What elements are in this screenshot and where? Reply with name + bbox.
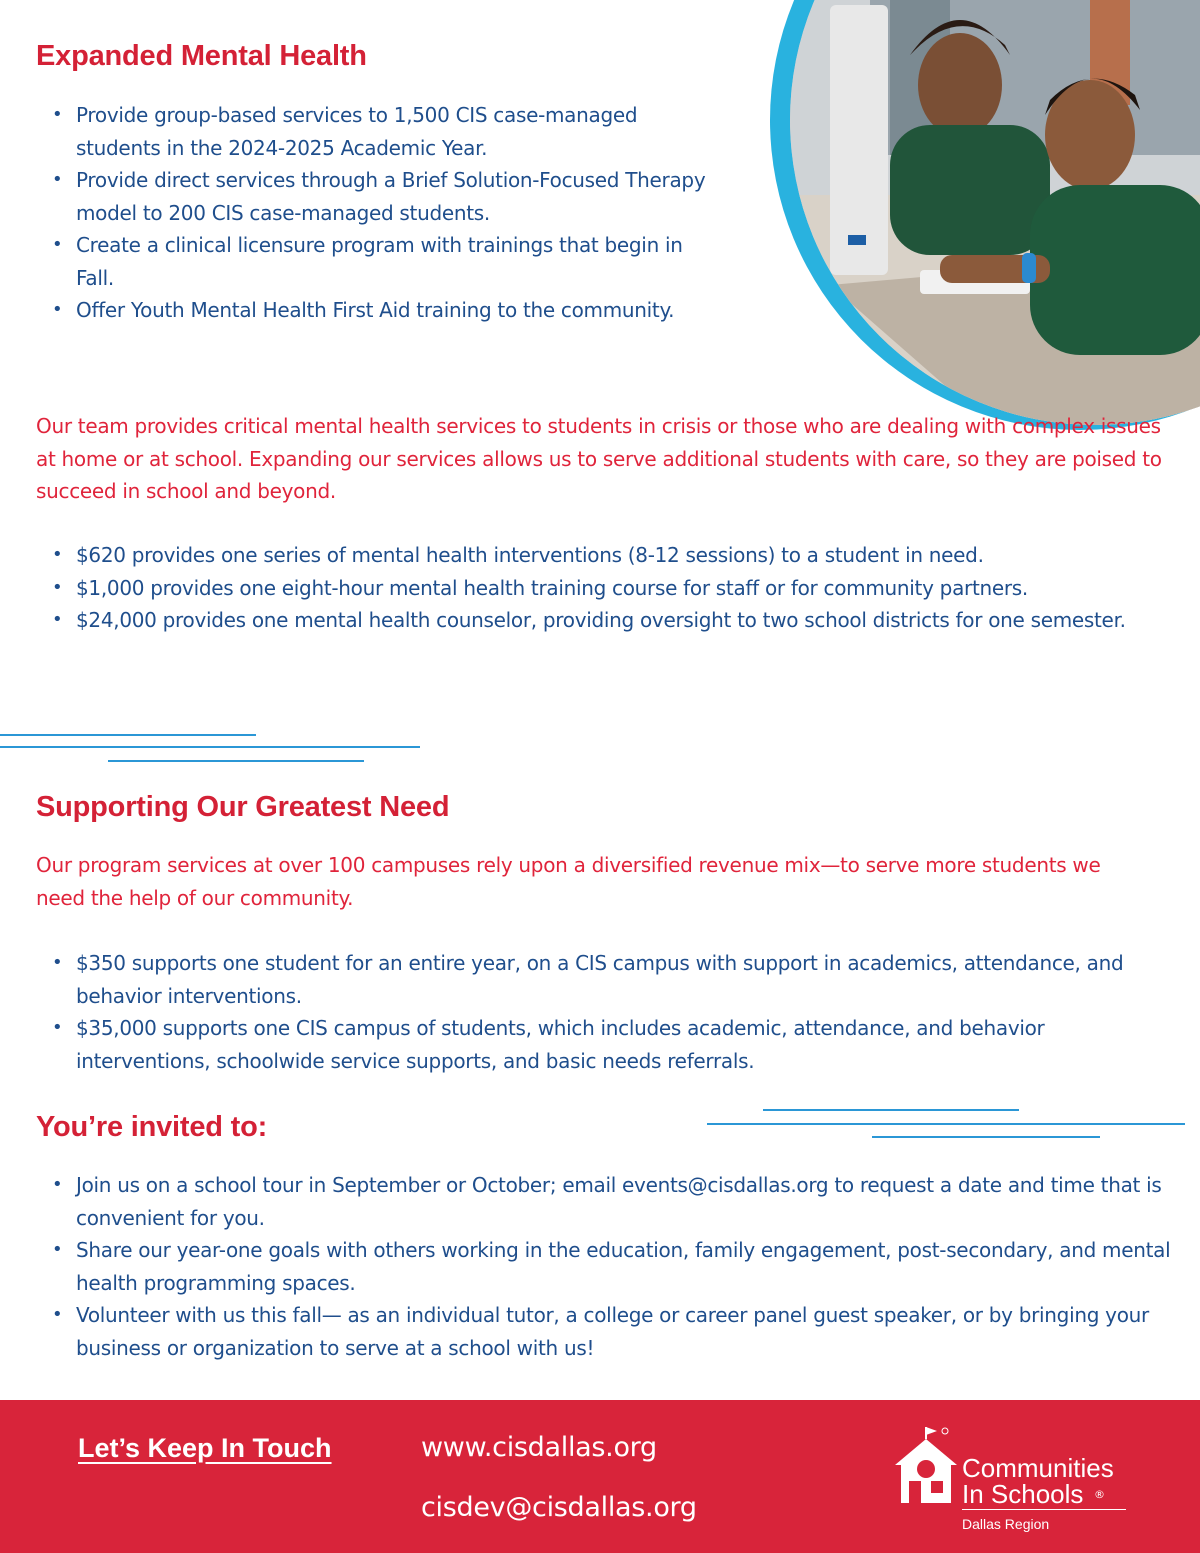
- list-item: • $350 supports one student for an entire year, on a CIS campus with support in academics, attendance, and behavior interventions.: [36, 947, 1136, 1012]
- keep-in-touch-heading: Let’s Keep In Touch: [78, 1433, 332, 1463]
- list-item: • $24,000 provides one mental health counselor, providing oversight to two school districts for one semester.: [36, 604, 1176, 637]
- decorative-line: [707, 1123, 1185, 1125]
- decorative-line: [872, 1136, 1100, 1138]
- support-list: [36, 947, 1136, 1077]
- section-title-greatest-need: Supporting Our Greatest Need: [36, 791, 450, 823]
- goals-list: [36, 99, 726, 327]
- list-item: • Create a clinical licensure program with trainings that begin in Fall.: [36, 229, 726, 294]
- list-item: • $1,000 provides one eight-hour mental health training course for staff or for community partners.: [36, 572, 1176, 605]
- bullet-icon: •: [52, 1239, 63, 1260]
- bullet-icon: •: [52, 1174, 63, 1195]
- logo-divider: [962, 1509, 1126, 1510]
- bullet-icon: •: [52, 1017, 63, 1038]
- bullet-icon: •: [52, 609, 63, 630]
- list-item: • Provide group-based services to 1,500 CIS case-managed students in the 2024-2025 Academic Year.: [36, 99, 726, 164]
- list-item: • Offer Youth Mental Health First Aid training to the community.: [36, 294, 726, 327]
- section-title-invited: You’re invited to:: [36, 1111, 268, 1143]
- list-item: • $620 provides one series of mental health interventions (8-12 sessions) to a student in need.: [36, 539, 1176, 572]
- list-item: • Share our year-one goals with others working in the education, family engagement, post-secondary, and mental health programming spaces.: [36, 1234, 1176, 1299]
- registered-mark-icon: ®: [1094, 1488, 1105, 1501]
- bullet-icon: •: [52, 169, 63, 190]
- greatest-need-paragraph: Our program services at over 100 campuses rely upon a diversified revenue mix—to serve more students we need the help of our community.: [36, 853, 1101, 910]
- decorative-line: [108, 760, 364, 762]
- decorative-line: [763, 1109, 1019, 1111]
- list-item: • Provide direct services through a Brief Solution-Focused Therapy model to 200 CIS case-managed students.: [36, 164, 726, 229]
- bullet-icon: •: [52, 234, 63, 255]
- email-link[interactable]: cisdev@cisdallas.org: [421, 1492, 697, 1523]
- list-item: • Volunteer with us this fall— as an individual tutor, a college or career panel guest speaker, or by bringing your business or organization to serve at a school with us!: [36, 1299, 1176, 1364]
- bullet-icon: •: [52, 299, 63, 320]
- bullet-icon: •: [52, 952, 63, 973]
- list-item: • $35,000 supports one CIS campus of students, which includes academic, attendance, and behavior interventions, schoolwide service supports, and basic needs referrals.: [36, 1012, 1136, 1077]
- bullet-icon: •: [52, 1304, 63, 1325]
- logo-region: Dallas Region: [962, 1516, 1050, 1532]
- schoolhouse-logo-icon: [893, 1425, 959, 1505]
- website-link[interactable]: www.cisdallas.org: [421, 1432, 657, 1463]
- bullet-icon: •: [52, 576, 63, 598]
- list-item: • Join us on a school tour in September or October; email events@cisdallas.org to request a date and time that is convenient for you.: [36, 1169, 1176, 1234]
- impact-list: [36, 539, 1176, 637]
- logo-line2: In Schools: [962, 1479, 1084, 1509]
- logo-line1: Communities: [962, 1453, 1114, 1483]
- students-at-computer-photo: [790, 0, 1200, 425]
- bullet-icon: •: [52, 544, 63, 565]
- section-title-expanded-mental-health: Expanded Mental Health: [36, 40, 367, 72]
- bullet-icon: •: [52, 104, 63, 125]
- decorative-line: [0, 734, 256, 736]
- photo-illustration: [790, 0, 1200, 425]
- invite-list: [36, 1169, 1176, 1364]
- decorative-line: [0, 746, 420, 748]
- mental-health-paragraph: Our team provides critical mental health services to students in crisis or those who are dealing with complex issues at home or at school. Expanding our services allows us to serve additional students with care, so they are poised to succeed in school and beyond.: [36, 414, 1162, 503]
